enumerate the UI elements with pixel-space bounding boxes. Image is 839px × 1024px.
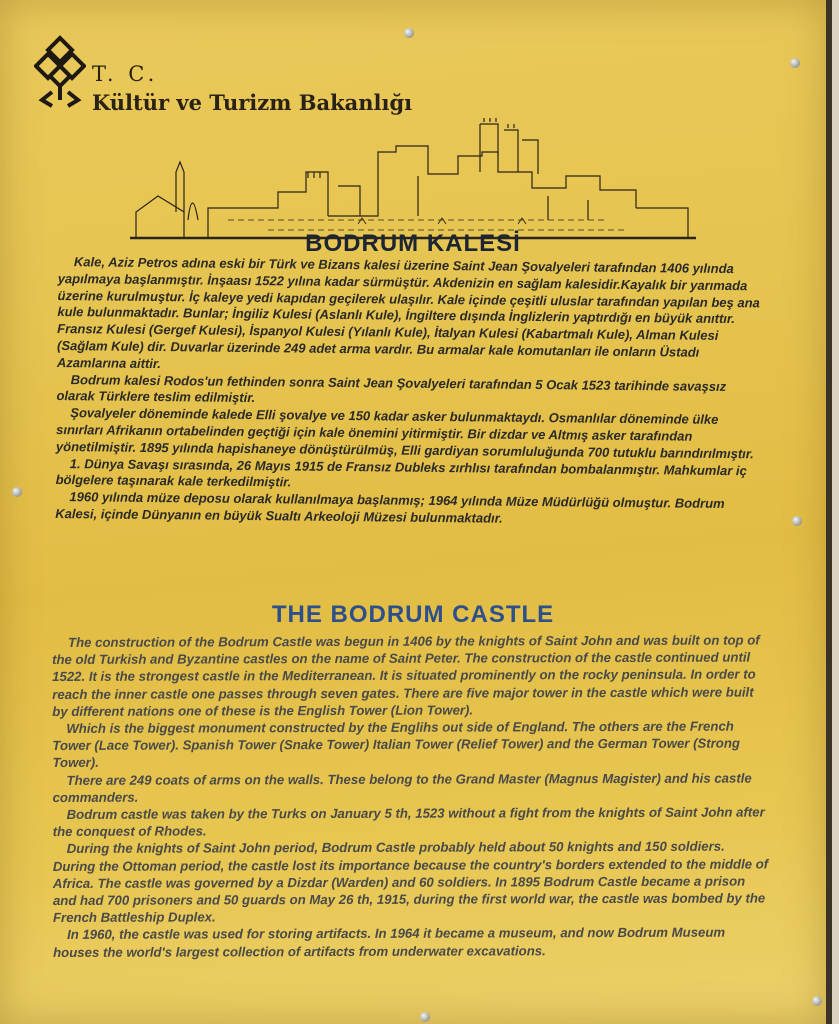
english-paragraph: Bodrum castle was taken by the Turks on January 5 th, 1523 without a fight from the knights of Saint John after the conquest of Rhodes. bbox=[52, 804, 765, 840]
english-paragraph: During the knights of Saint John period, Bodrum Castle probably held about 50 knights and 150 soldiers. During the Ottoman period, the castle lost its importance because the country's borders extended to the middle of Africa. The castle was governed by a Dizdar (Warden) and 60 soldiers. In 1895 Bodrum Castle became a prison and had 700 prisoners and 50 guards on May 26 th, 1915, during the first world war, the castle was bombed by the French Battleship Duplex. bbox=[52, 839, 769, 926]
english-text-block bbox=[52, 631, 771, 960]
english-paragraph: Which is the biggest monument constructed by the Englihs out side of England. The others are the French Tower (Lace Tower). Spanish Tower (Snake Tower) Italian Tower (Relief Tower) and the German Tower (Strong Tower). bbox=[52, 718, 740, 771]
english-paragraph: The construction of the Bodrum Castle was begun in 1406 by the knights of Saint John and was built on top of the old Turkish and Byzantine castles on the name of Saint Peter. The construction of the castle continued until 1522. It is the strongest castle in the Mediterranean. It is situated prominently on the rocky peninsula. In order to reach the inner castle one passes through seven gates. There are five major tower in the castle which were built by different nations one of these is the English Tower (Lion Tower). bbox=[52, 632, 760, 719]
turkish-paragraph: 1960 yılında müze deposu olarak kullanılmaya başlanmış; 1964 yılında Müze Müdürlüğü olmuştur. Bodrum Kalesi, içinde Dünyanın en büyük Sualtı Arkeoloji Müzesi bulunmaktadır. bbox=[55, 489, 725, 526]
turkish-paragraph: Şovalyeler döneminde kalede Elli şovalye ve 150 kadar asker bulunmaktaydı. Osmanlılar döneminde ülke sınırları Afrikanın ortabelinden geçtiği için kale önemini yitirmiştir. Bir dizdar ve Altmış asker tarafından yönetilmiştir. 1895 yılında hapishaneye dönüştürülmüş, Elli gardiyan sorumluluğunda 700 tutuklu barındırılmıştır. bbox=[55, 405, 754, 462]
screw bbox=[12, 487, 22, 497]
screw bbox=[420, 1012, 430, 1022]
ministry-tc-label: T. C. bbox=[92, 62, 159, 86]
screw bbox=[404, 28, 414, 38]
screw bbox=[790, 58, 800, 68]
english-paragraph: In 1960, the castle was used for storing artifacts. In 1964 it became a museum, and now Bodrum Museum houses the world's largest collection of artifacts from underwater excavations. bbox=[53, 925, 726, 960]
turkish-title: BODRUM KALESİ bbox=[305, 230, 521, 257]
screw bbox=[812, 996, 822, 1006]
screw bbox=[792, 516, 802, 526]
ministry-logo-icon bbox=[34, 34, 86, 110]
turkish-paragraph: 1. Dünya Savaşı sırasında, 26 Mayıs 1915 de Fransız Dubleks zırhlısı tarafından bombalanmıştır. Mahkumlar iç bölgelere taşınarak kale terkedilmiştir. bbox=[55, 455, 747, 490]
turkish-paragraph: Kale, Aziz Petros adına eski bir Türk ve Bizans kalesi üzerine Saint Jean Şovalyeleri tarafından 1406 yılında yapılmaya başlanmıştır. İnşaası 1522 yılına kadar sürmüştür. Akdenizin en sağlam kalesidir.Kayalık bir yarımada üzerine kurulmuştur. İç kaleye yedi kapıdan geçilerek ulaşılır. Kale içinde çeşitli uluslar tarafından yapılan beş ana kule bulunmaktadır. Bunlar; İngiliz Kulesi (Aslanlı Kule), İngiltere dışında İnglizlerin yaptırdığı en büyük anıttır. Fransız Kulesi (Gergef Kulesi), İspanyol Kulesi (Yılanlı Kule), İtalyan Kulesi (Kabartmalı Kule), Alman Kulesi (Sağlam Kule) dir. Duvarlar üzerinde 249 adet arma vardır. Bu armalar kale komutanları ile onların Üstadı Azamlarına aittir. bbox=[56, 254, 760, 371]
english-paragraph: There are 249 coats of arms on the walls. These belong to the Grand Master (Magnus Magister) and his castle commanders. bbox=[52, 770, 752, 805]
english-title: THE BODRUM CASTLE bbox=[271, 601, 555, 628]
turkish-paragraph: Bodrum kalesi Rodos'un fethinden sonra Saint Jean Şovalyeleri tarafından 5 Ocak 1523 tarihinde savaşsız olarak Türklere teslim edilmiştir. bbox=[56, 371, 727, 406]
ministry-name: Kültür ve Turizm Bakanlığı bbox=[92, 90, 413, 115]
turkish-text-block bbox=[55, 254, 768, 530]
castle-silhouette-illustration bbox=[128, 116, 698, 244]
